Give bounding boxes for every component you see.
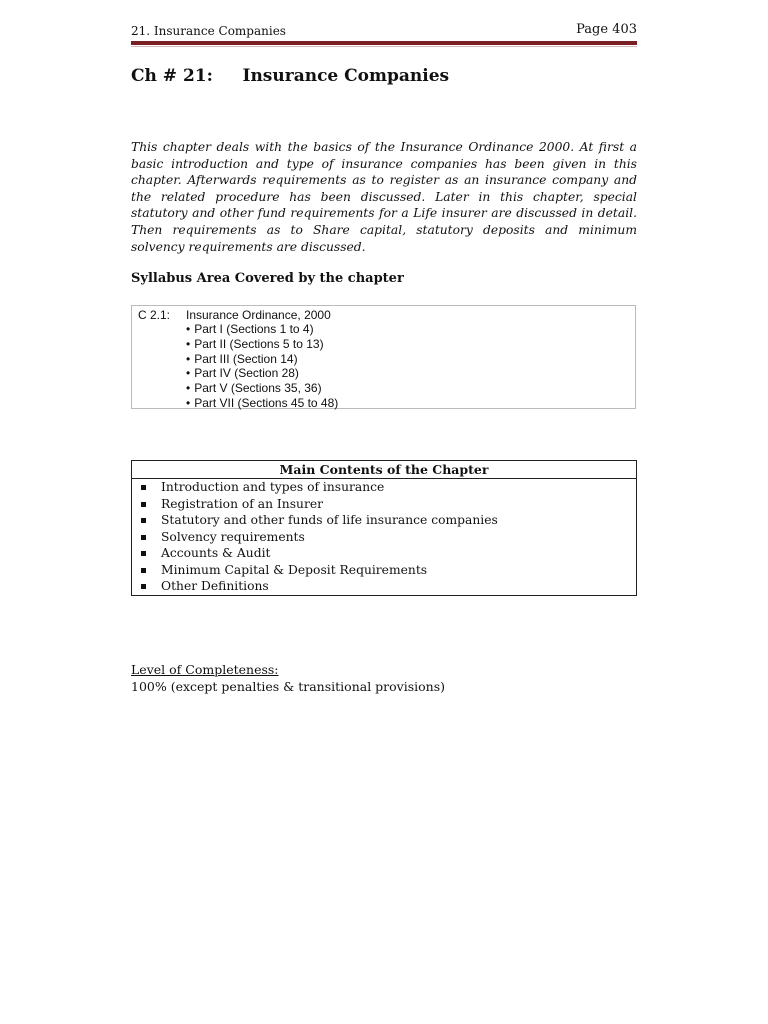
bullet-icon: • — [186, 366, 191, 381]
syllabus-table — [131, 305, 636, 409]
syllabus-part-label: Part IV (Section 28) — [194, 366, 299, 381]
syllabus-part-label: Part V (Sections 35, 36) — [194, 381, 322, 396]
list-item-label: Solvency requirements — [161, 529, 305, 544]
syllabus-part — [186, 381, 338, 396]
syllabus-title: Insurance Ordinance, 2000 — [186, 308, 331, 322]
bullet-icon: • — [186, 336, 191, 351]
syllabus-parts-list — [186, 322, 338, 411]
syllabus-part-label: Part VII (Sections 45 to 48) — [194, 395, 339, 410]
main-contents-list — [132, 479, 636, 595]
square-bullet-icon — [141, 551, 146, 556]
list-item-label: Statutory and other funds of life insurance companies — [161, 513, 498, 527]
header-rule-shadow — [131, 46, 637, 47]
list-item — [132, 545, 636, 562]
list-item-label: Registration of an Insurer — [161, 496, 323, 511]
list-item — [132, 496, 636, 513]
list-item-label: Introduction and types of insurance — [161, 480, 385, 494]
bullet-icon: • — [186, 395, 191, 410]
syllabus-part — [186, 352, 338, 367]
syllabus-part — [186, 366, 338, 381]
completeness-value: 100% (except penalties & transitional provisions) — [131, 679, 446, 694]
square-bullet-icon — [141, 502, 146, 507]
bullet-icon: • — [186, 322, 191, 336]
square-bullet-icon — [141, 518, 146, 523]
page-number: Page 403 — [576, 22, 637, 37]
completeness-label: Level of Completeness: — [131, 662, 279, 677]
main-contents-table — [131, 460, 637, 596]
list-item — [132, 562, 636, 579]
square-bullet-icon — [141, 584, 146, 589]
syllabus-part — [186, 396, 338, 411]
list-item-label: Accounts & Audit — [161, 546, 271, 560]
list-item — [132, 529, 636, 546]
header-rule — [131, 41, 637, 45]
syllabus-part-label: Part III (Section 14) — [194, 351, 298, 366]
running-header-title: 21. Insurance Companies — [131, 24, 286, 38]
chapter-title: Ch # 21: Insurance Companies — [131, 66, 450, 86]
chapter-introduction: This chapter deals with the basics of the Insurance Ordinance 2000. At first a basic introduction and type of insurance companies has been given in this chapter. Afterwards requirements as to register as an insurance company and the related procedure has been discussed. Later in this chapter, special statutory and other fund requirements for a Life insurer are discussed in detail. Then requirements as to Share capital, statutory deposits and minimum solvency requirements are discussed. — [131, 140, 637, 254]
list-item — [132, 479, 636, 496]
bullet-icon: • — [186, 381, 191, 396]
syllabus-heading: Syllabus Area Covered by the chapter — [131, 271, 404, 286]
syllabus-part-label: Part I (Sections 1 to 4) — [194, 322, 314, 336]
syllabus-part-label: Part II (Sections 5 to 13) — [194, 336, 324, 351]
syllabus-code: C 2.1: — [138, 308, 171, 322]
square-bullet-icon — [141, 485, 146, 490]
list-item-label: Other Definitions — [161, 579, 269, 593]
list-item — [132, 512, 636, 529]
syllabus-part — [186, 322, 338, 337]
main-contents-heading: Main Contents of the Chapter — [132, 461, 636, 479]
list-item — [132, 578, 636, 595]
square-bullet-icon — [141, 535, 146, 540]
syllabus-part — [186, 337, 338, 352]
list-item-label: Minimum Capital & Deposit Requirements — [161, 562, 428, 577]
bullet-icon: • — [186, 351, 191, 366]
square-bullet-icon — [141, 568, 146, 573]
